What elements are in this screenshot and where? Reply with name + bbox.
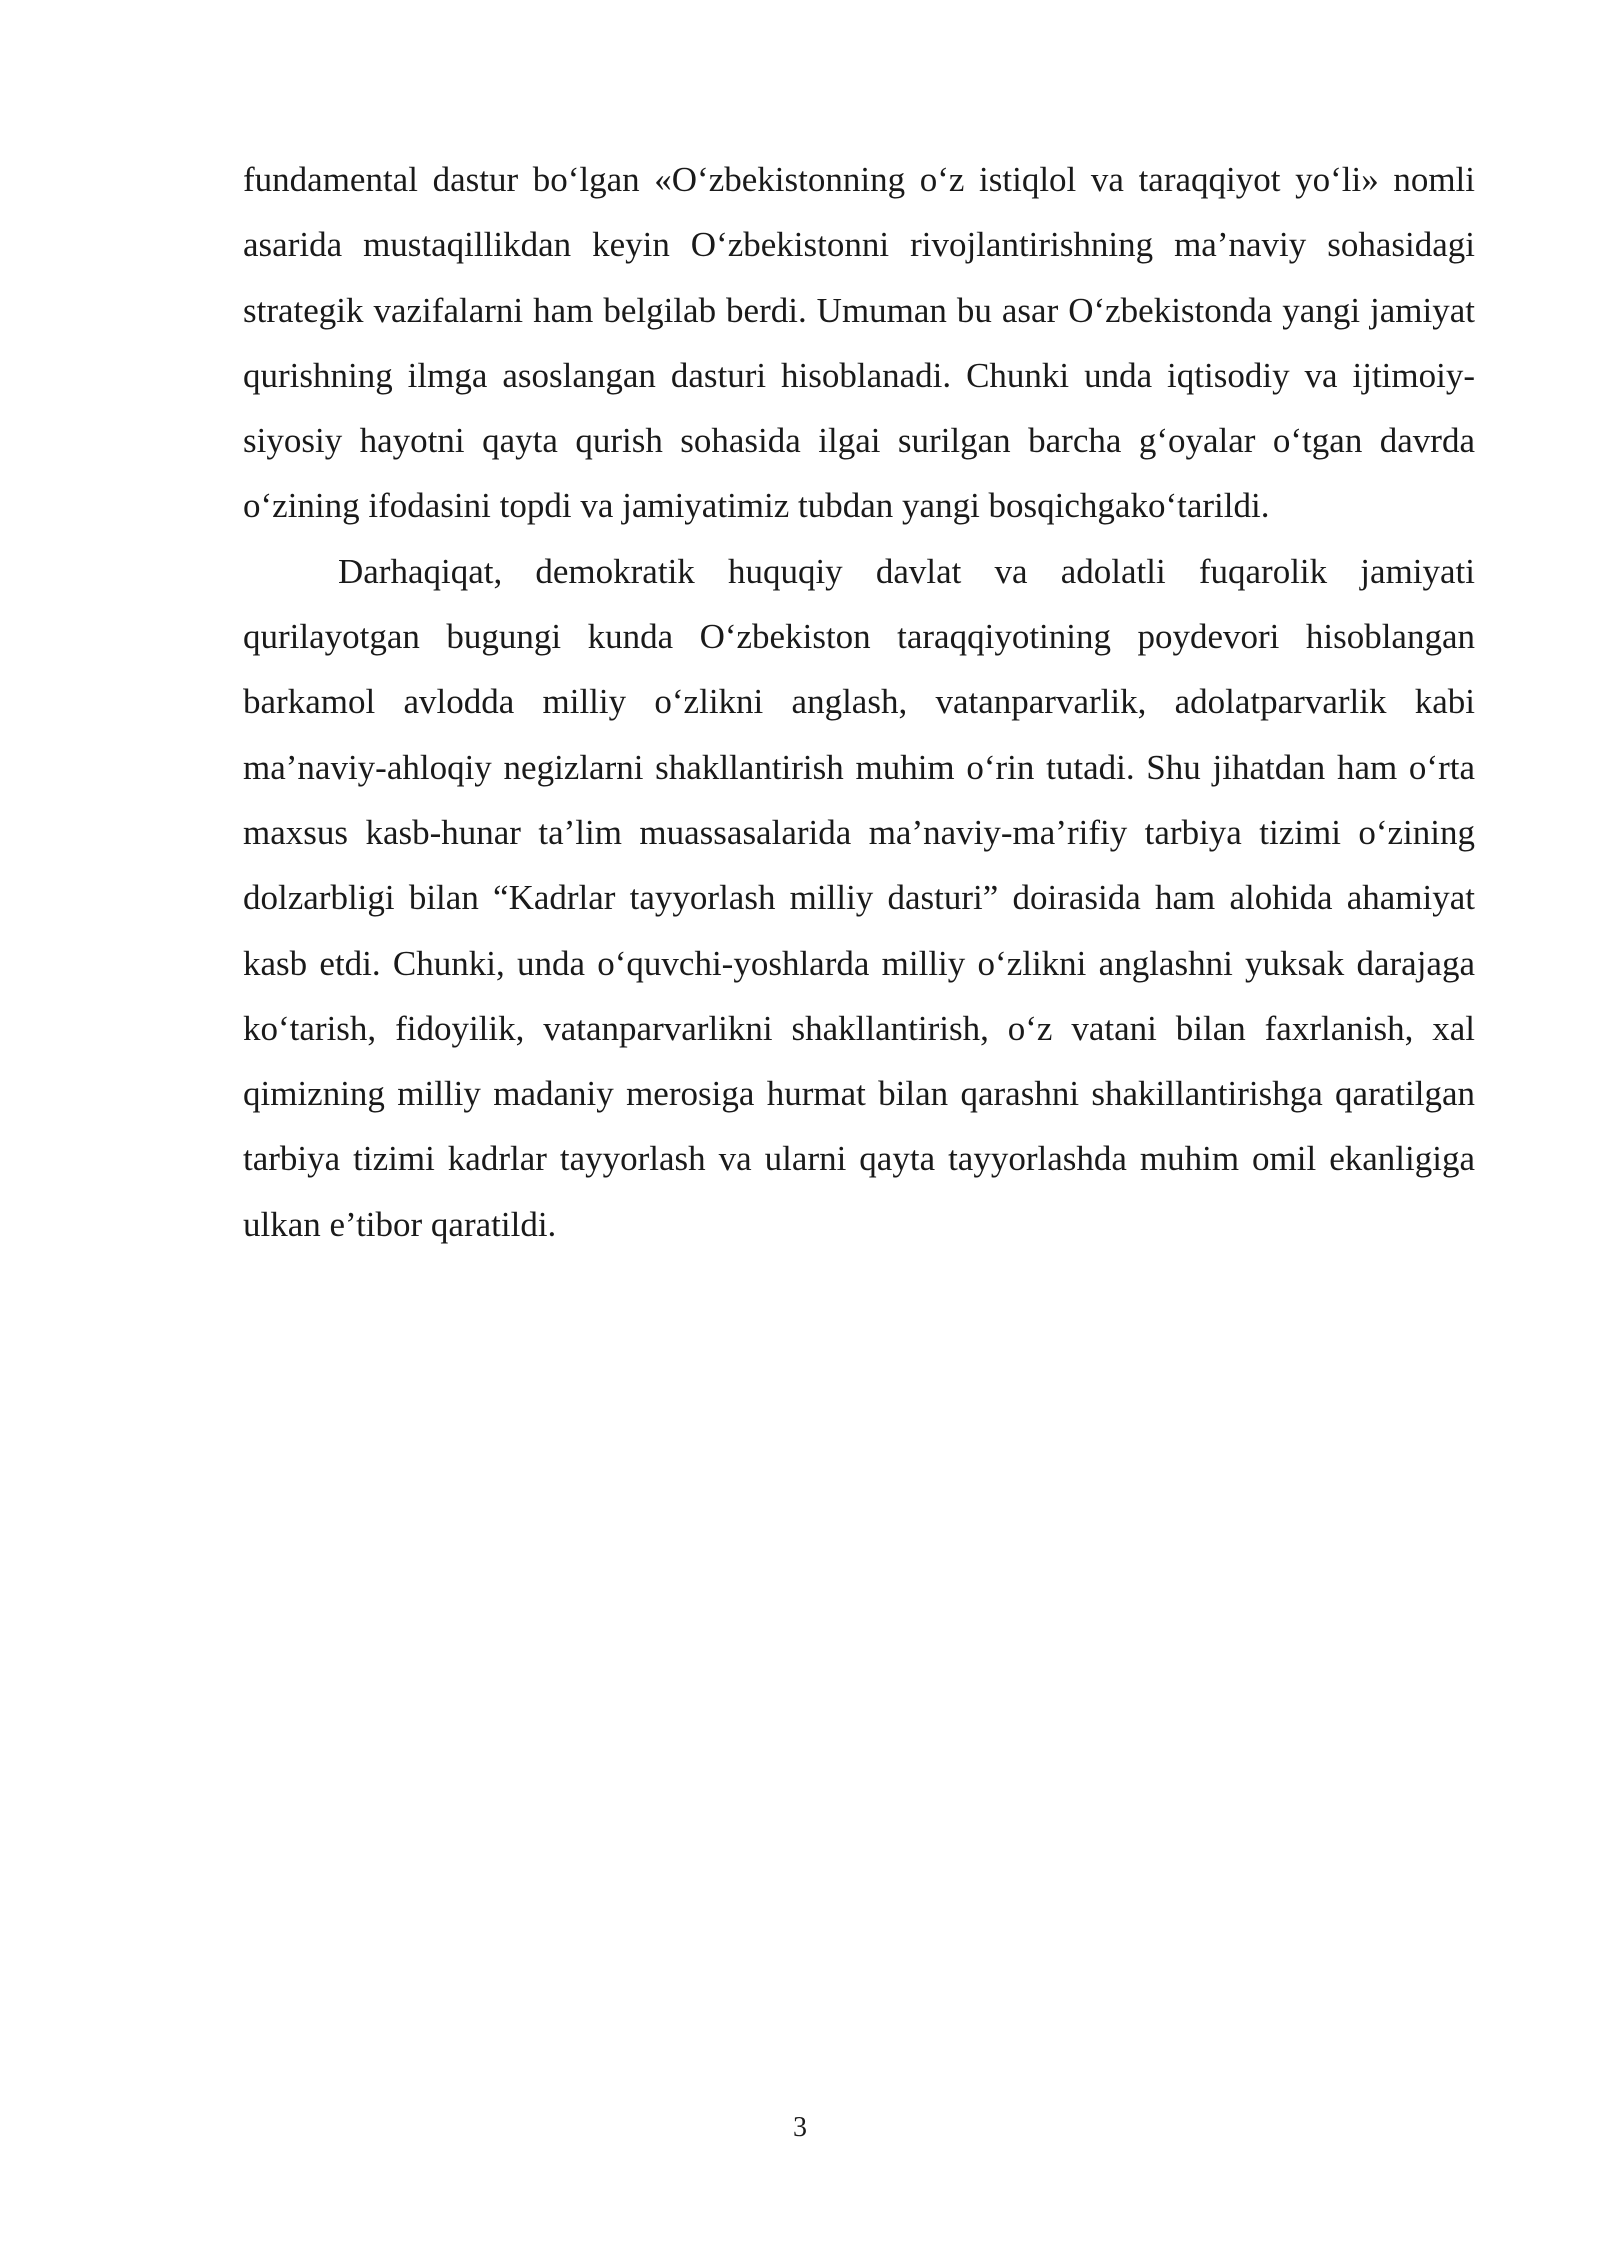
body-text: [243, 147, 1475, 1257]
paragraph-continuation: fundamental dastur bo‘lgan «O‘zbekistonning o‘z istiqlol va taraqqiyot yo‘li» nomli asarida mustaqillikdan keyin O‘zbekistonni rivojlantirishning ma’naviy sohasidagi strategik vazifalarni ham belgilab berdi. Umuman bu asar O‘zbekistonda yangi jamiyat qurishning ilmga asoslangan dasturi hisoblanadi. Chunki unda iqtisodiy va ijtimoiy-siyosiy hayotni qayta qurish sohasida ilgai surilgan barcha g‘oyalar o‘tgan davrda o‘zining ifodasini topdi va jamiyatimiz tubdan yangi bosqichgako‘tarildi.: [243, 160, 1475, 526]
paragraph-darhaqiqat: Darhaqiqat, demokratik huquqiy davlat va adolatli fuqarolik jamiyati qurilayotgan bugungi kunda O‘zbekiston taraqqiyotining poydevori hisoblangan barkamol avlodda milliy o‘zlikni anglash, vatanparvarlik, adolatparvarlik kabi ma’naviy-ahloqiy negizlarni shakllantirish muhim o‘rin tutadi. Shu jihatdan ham o‘rta maxsus kasb-hunar ta’lim muassasalarida ma’naviy-ma’rifiy tarbiya tizimi o‘zining dolzarbligi bilan “Kadrlar tayyorlash milliy dasturi” doirasida ham alohida ahamiyat kasb etdi. Chunki, unda o‘quvchi-yoshlarda milliy o‘zlikni anglashni yuksak darajaga ko‘tarish, fidoyilik, vatanparvarlikni shakllantirish, o‘z vatani bilan faxrlanish, xal qimizning milliy madaniy merosiga hurmat bilan qarashni shakillantirishga qaratilgan tarbiya tizimi kadrlar tayyorlash va ularni qayta tayyorlashda muhim omil ekanligiga ulkan e’tibor qaratildi.: [243, 551, 1475, 1244]
page-number: 3: [793, 2112, 807, 2143]
